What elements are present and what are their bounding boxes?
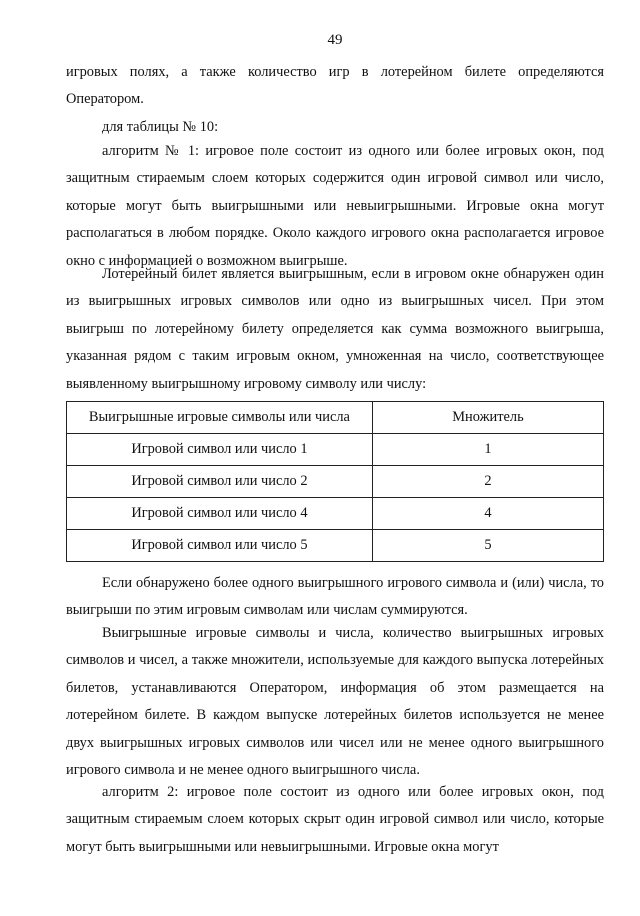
table-cell-multiplier: 5 bbox=[372, 530, 603, 562]
paragraph-winning-ticket: Лотерейный билет является выигрышным, если в игровом окне обнаружен один из выигрышных игровых символов или одно из выигрышных чисел. При этом выигрыш по лотерейному билету определяется как сумма возможного выигрыша, указанная рядом с таким игровым окном, умноженная на число, соответствующее выявленному выигрышному игровому символу или числу: bbox=[66, 266, 604, 392]
paragraph-algorithm-1: алгоритм № 1: игровое поле состоит из одного или более игровых окон, под защитным стираемым слоем которых содержится один игровой символ или число, которые могут быть выигрышными или невыигрышными. Игровые окна могут располагаться в любом порядке. Около каждого игрового окна располагается игровое окно с информацией о возможном выигрыше. bbox=[66, 143, 604, 269]
table-row bbox=[67, 530, 604, 562]
paragraph-winning-symbols: Выигрышные игровые символы и числа, количество выигрышных игровых символов и чисел, а также множители, используемые для каждого выпуска лотерейных билетов, устанавливаются Оператором, информация об этом размещается на лотерейном билете. В каждом выпуске лотерейных билетов используется не менее двух выигрышных игровых символов или чисел или не менее одного выигрышного игрового символа и не менее одного выигрышного числа. bbox=[66, 625, 604, 779]
table-row bbox=[67, 466, 604, 498]
table-header-symbols: Выигрышные игровые символы или числа bbox=[67, 402, 373, 434]
table-header-row bbox=[67, 402, 604, 434]
table-cell-symbol: Игровой символ или число 5 bbox=[67, 530, 373, 562]
table-cell-multiplier: 1 bbox=[372, 434, 603, 466]
paragraph-continuation: игровых полях, а также количество игр в лотерейном билете определяются Оператором. bbox=[66, 64, 604, 108]
paragraph-summation: Если обнаружено более одного выигрышного игрового символа и (или) числа, то выигрыши по этим игровым символам или числам суммируются. bbox=[66, 575, 604, 619]
paragraph-table-ref: для таблицы № 10: bbox=[102, 119, 219, 135]
table-cell-symbol: Игровой символ или число 2 bbox=[67, 466, 373, 498]
table-cell-multiplier: 2 bbox=[372, 466, 603, 498]
table-row bbox=[67, 434, 604, 466]
table-header-multiplier: Множитель bbox=[372, 402, 603, 434]
table-cell-multiplier: 4 bbox=[372, 498, 603, 530]
paragraph-algorithm-2: алгоритм 2: игровое поле состоит из одного или более игровых окон, под защитным стираемым слоем которых скрыт один игровой символ или число, которые могут быть выигрышными или невыигрышными. Игровые окна могут bbox=[66, 784, 604, 855]
table-cell-symbol: Игровой символ или число 1 bbox=[67, 434, 373, 466]
page-number: 49 bbox=[327, 32, 343, 48]
table-row bbox=[67, 498, 604, 530]
multiplier-table bbox=[66, 401, 604, 562]
table-cell-symbol: Игровой символ или число 4 bbox=[67, 498, 373, 530]
